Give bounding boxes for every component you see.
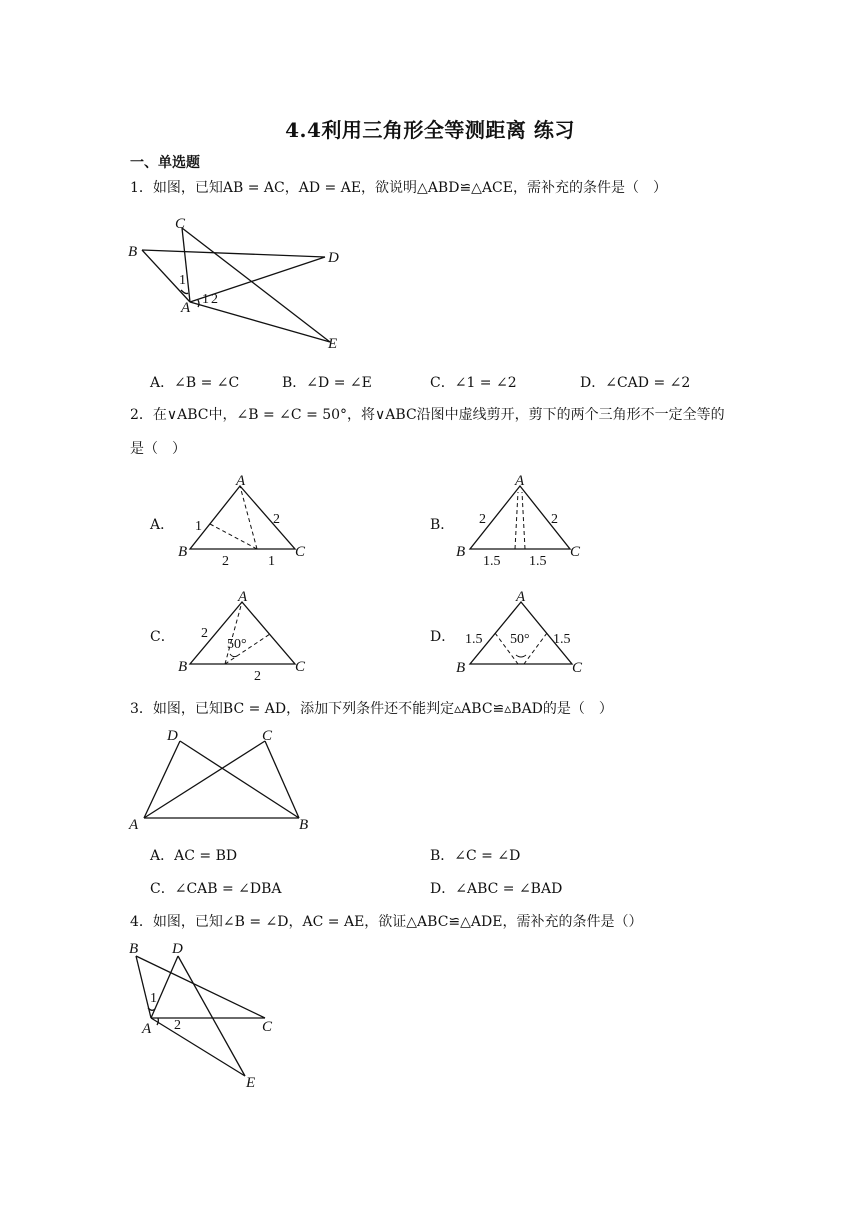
fig2c-angle-50: 50° xyxy=(227,637,247,652)
question-1-option-a[interactable]: A．∠B = ∠C xyxy=(150,375,240,391)
fig2d-side-left: 1.5 xyxy=(465,632,483,647)
question-2-stem: 2．在∨ABC中，∠B = ∠C = 50°，将∨ABC沿图中虚线剪开，剪下的两个三角形不一定全等的是（ ） xyxy=(130,407,725,457)
question-3-option-c[interactable]: C．∠CAB = ∠DBA xyxy=(150,881,282,897)
fig2d-angle-50: 50° xyxy=(510,632,530,647)
question-1-option-b[interactable]: B．∠D = ∠E xyxy=(282,375,372,391)
fig2b-base-left: 1.5 xyxy=(483,554,501,569)
fig2a-side-1: 1 xyxy=(195,519,202,534)
question-2-option-b-figure xyxy=(455,472,595,572)
fig4-angle-2: 2 xyxy=(174,1018,181,1033)
question-3-figure xyxy=(125,722,325,834)
question-2-option-d-label[interactable]: D． xyxy=(430,629,456,645)
fig4-label-e: E xyxy=(246,1075,256,1091)
question-3-stem: 3．如图，已知BC = AD，添加下列条件还不能判定▵ABC≌▵BAD的是（ ） xyxy=(130,701,613,717)
fig1-angle-1b: 1 xyxy=(202,292,209,307)
fig4-label-c: C xyxy=(262,1019,273,1035)
fig2b-label-c: C xyxy=(570,544,581,560)
question-2-option-c-figure xyxy=(175,584,315,684)
section-heading: 一、单选题 xyxy=(130,155,200,171)
question-1-option-d[interactable]: D．∠CAD = ∠2 xyxy=(580,375,691,391)
question-1-figure xyxy=(125,210,355,355)
fig1-label-d: D xyxy=(328,250,339,266)
fig2c-label-b: B xyxy=(178,659,188,675)
fig4-angle-1: 1 xyxy=(150,991,157,1006)
fig2b-label-a: A xyxy=(515,473,525,489)
fig3-label-a: A xyxy=(129,817,139,833)
fig1-label-b: B xyxy=(128,244,138,260)
fig2a-side-2: 2 xyxy=(273,512,280,527)
fig3-label-c: C xyxy=(262,728,273,744)
fig2d-label-b: B xyxy=(456,660,466,676)
question-2-option-a-figure xyxy=(175,472,315,572)
fig1-label-a: A xyxy=(181,300,191,316)
fig3-label-b: B xyxy=(299,817,309,833)
question-2-option-a-label[interactable]: A． xyxy=(150,517,175,533)
fig4-label-b: B xyxy=(129,941,139,957)
question-3-option-a[interactable]: A．AC = BD xyxy=(150,848,238,864)
fig2a-base-2: 2 xyxy=(222,554,229,569)
fig1-label-c: C xyxy=(175,216,186,232)
fig2b-base-right: 1.5 xyxy=(529,554,547,569)
fig4-label-d: D xyxy=(172,941,183,957)
question-3-option-b[interactable]: B．∠C = ∠D xyxy=(430,848,521,864)
fig2b-side-left: 2 xyxy=(479,512,486,527)
question-4-stem: 4．如图，已知∠B = ∠D，AC = AE，欲证△ABC≌△ADE，需补充的条件是（） xyxy=(130,914,643,930)
fig2a-label-b: B xyxy=(178,544,188,560)
question-3-option-d[interactable]: D．∠ABC = ∠BAD xyxy=(430,881,563,897)
fig2b-label-b: B xyxy=(456,544,466,560)
fig2b-side-right: 2 xyxy=(551,512,558,527)
question-4-figure xyxy=(120,936,290,1094)
fig2a-label-c: C xyxy=(295,544,306,560)
fig2d-side-right: 1.5 xyxy=(553,632,571,647)
question-1-stem: 1．如图，已知AB = AC，AD = AE，欲说明△ABD≌△ACE，需补充的条件是（ ） xyxy=(130,180,667,196)
fig2c-label-a: A xyxy=(238,589,248,605)
fig2c-label-c: C xyxy=(295,659,306,675)
page-title: 4.4利用三角形全等测距离 练习 xyxy=(285,118,575,142)
fig2c-side-2: 2 xyxy=(201,626,208,641)
fig2d-label-c: C xyxy=(572,660,583,676)
fig2d-label-a: A xyxy=(516,589,526,605)
question-2-option-b-label[interactable]: B． xyxy=(430,517,455,533)
fig2a-base-1: 1 xyxy=(268,554,275,569)
question-2-option-c-label[interactable]: C． xyxy=(150,629,175,645)
question-1-option-c[interactable]: C．∠1 = ∠2 xyxy=(430,375,517,391)
fig2c-base-2: 2 xyxy=(254,669,261,684)
fig4-label-a: A xyxy=(142,1021,152,1037)
fig1-angle-1: 1 xyxy=(179,273,186,288)
fig1-label-e: E xyxy=(328,336,338,352)
fig1-angle-2: 2 xyxy=(211,292,218,307)
question-2-option-d-figure xyxy=(455,584,595,684)
fig2a-label-a: A xyxy=(236,473,246,489)
fig3-label-d: D xyxy=(167,728,178,744)
